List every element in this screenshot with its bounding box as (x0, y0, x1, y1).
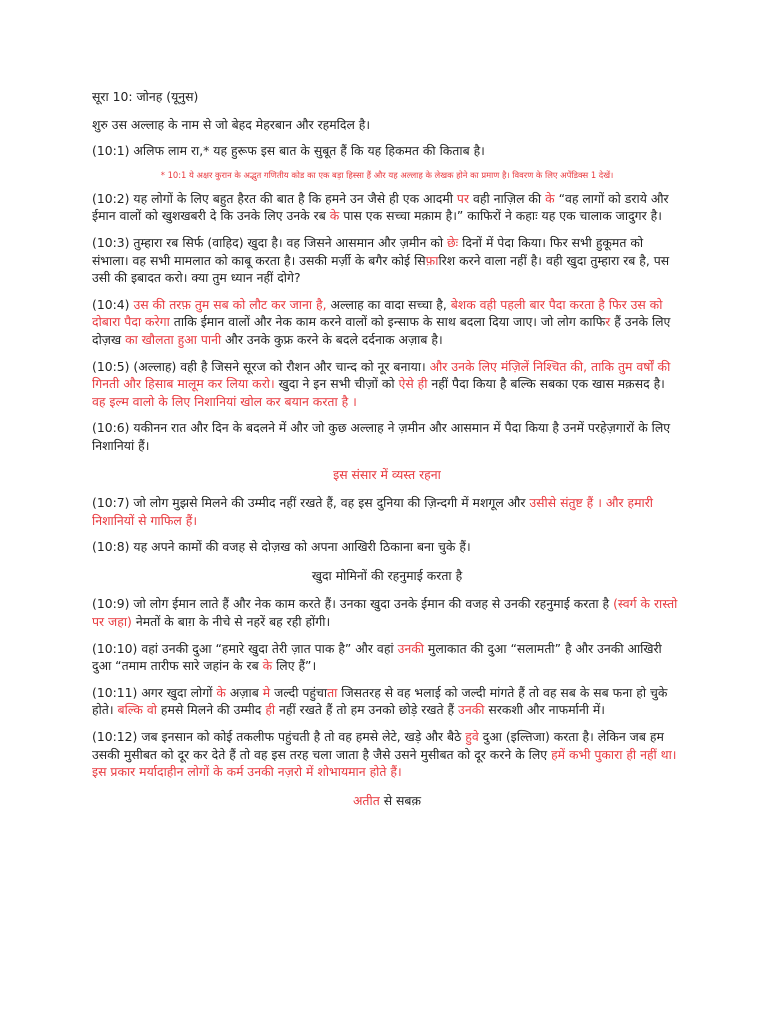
body-text: ताकि ईमान वालों और नेक काम करने वालों को इन्साफ के साथ बदला दिया जाए। जो लोग काफि (169, 314, 606, 330)
body-text: (10:5) (अल्लाह) वही है जिसने सूरज को रौशन और चान्द को नूर बनाया। (92, 358, 430, 374)
highlighted-text: बल्कि वो (117, 702, 157, 718)
highlighted-text: उनकी (458, 702, 485, 718)
body-text: लिए हैं”। (272, 658, 317, 674)
body-text: रिश करने वाला नहीं है। वही खुदा तुम्हारा रब है, पस उसी की इबादत करो। क्या तुम ध्यान नहीं दोगे? (92, 252, 670, 286)
verse-10-8 (92, 538, 682, 556)
highlighted-text: के (545, 190, 555, 206)
body-text: सरकशी और नाफर्मानी में। (484, 702, 605, 718)
body-text: जल्दी पहुंचा (270, 684, 328, 700)
verse-10-11 (92, 684, 682, 719)
highlighted-text: ता (327, 684, 338, 700)
intro-line: शुरु उस अल्लाह के नाम से जो बेहद मेहरबान और रहमदिल है। (92, 116, 371, 132)
highlighted-text: ही (265, 702, 276, 718)
body-text: (10:3) तुम्हारा रब सिर्फ (वाहिद) खुदा है। वह जिसने आसमान और ज़मीन को (92, 234, 447, 250)
body-text: दिनों में पेदा किया। फिर सभी हुकूमत को संभाला। वह सभी मामलात को काबू करता है। उसकी मर्ज़ी के बगैर कोई सि (92, 234, 644, 268)
body-text: नेमतों के बाग़ के नीचे से नहरें बह रही होंगी। (131, 614, 331, 630)
body-text: दुआ (इल्तिजा) करता है। लेकिन जब हम उसकी मुसीबत को दूर कर देते हैं तो वह इस तरह चला जाता है जैसे उसने मुसीबत को दूर करने के लिए (92, 729, 664, 762)
footnote-10-1 (92, 169, 682, 181)
body-text: (10:6) यकीनन रात और दिन के बदलने में और जो कुछ अल्लाह ने ज़मीन और आसमान में पैदा किया है उनमें परहेज़गारों के लिए निशानियां हैं। (92, 420, 671, 453)
highlighted-text: उसीसे संतुष्ट हैं । और हमारी निशानियों से गाफिल हैं। (92, 495, 653, 528)
highlighted-text: मे (262, 684, 271, 700)
body-text: हमसे मिलने की उम्मीद (156, 702, 266, 718)
body-text: खुदा ने इन सभी चीज़ों को (274, 376, 399, 392)
body-text: नहीं पैदा किया है बल्कि सबका एक खास मक़सद है। (427, 376, 665, 392)
highlighted-text: * 10:1 ये अक्षर कुरान के अद्भुत गणितीय कोड का एक बड़ा हिस्सा हैं और यह अल्लाह के लेखक होने का प्रमाण है। विवरण के लिए अपेंडिक्स 1 देखें। (160, 169, 614, 180)
body-text: (10:2) यह लोगों के लिए बहुत हैरत की बात है कि हमने उन जैसे ही एक आदमी (92, 190, 457, 206)
body-text: वही नाज़िल की (469, 190, 546, 206)
highlighted-text: का खौलता हुआ पानी (125, 331, 222, 347)
body-text: मुलाकात की दुआ “सलामती” है और उनकी आखिरी दुआ “तमाम तारीफ सारे जहांन के रब (92, 640, 662, 674)
body-text: खुदा मोमिनों की रहनुमाई करता है (311, 567, 463, 583)
highlighted-text: हुवे (465, 729, 479, 745)
body-text: अल्लाह का वादा सच्चा है, (326, 296, 451, 312)
highlighted-text: के (329, 208, 340, 224)
body-text: हैं उनके लिए दोज़ख (92, 314, 671, 347)
highlighted-text: हमें कभी पुकारा ही नहीं था। इस प्रकार मर्यादाहीन लोगों के कर्म उनकी नज़रो में शोभायमान होते हैं। (92, 746, 677, 780)
section-heading-lessons-from-past (92, 792, 682, 810)
body-text: पास एक सच्चा मक़ाम है।” काफिरों ने कहाः यह एक चालाक जादुगर है। (339, 208, 662, 224)
highlighted-text: इस संसार में व्यस्त रहना (333, 466, 441, 482)
highlighted-text: पर (456, 190, 470, 206)
verse-10-2 (92, 190, 682, 225)
highlighted-text: (स्वर्ग के रास्तो पर जहा) (92, 596, 678, 630)
body-text: और उनके कुफ्र करने के बदले दर्दनाक अज़ाब है। (221, 331, 443, 347)
highlighted-text: के (216, 684, 226, 700)
highlighted-text: वह इल्म वालो के लिए निशानियां खोल कर बयान करता है । (92, 393, 357, 409)
verse-10-1 (92, 142, 682, 160)
verses-container (92, 142, 682, 809)
body-text: (10:12) जब इनसान को कोई तकलीफ पहुंचती है तो वह हमसे लेटे, खड़े और बैठे (92, 729, 466, 745)
highlighted-text: र (605, 314, 611, 330)
body-text: (10:1) अलिफ लाम रा,* यह हुरूफ इस बात के सुबूत हैं कि यह हिकमत की किताब है। (92, 143, 485, 159)
body-text: (10:8) यह अपने कामों की वजह से दोज़ख को अपना आखिरी ठिकाना बना चुके हैं। (92, 539, 471, 555)
section-heading-worldly-life (92, 466, 682, 484)
verse-10-9 (92, 595, 682, 630)
highlighted-text: अतीत (352, 792, 380, 808)
verse-10-6 (92, 419, 682, 454)
verse-10-5 (92, 358, 682, 411)
body-text: नहीं रखते हैं तो हम उनको छोड़े रखते हैं (275, 702, 459, 718)
highlighted-text: और उनके लिए मंज़िलें निश्चित की, ताकि तुम वर्षों की गिनती और हिसाब मालूम कर लिया करो। (92, 358, 671, 392)
highlighted-text: के (262, 658, 273, 674)
verse-10-10 (92, 640, 682, 675)
verse-10-7 (92, 494, 682, 529)
highlighted-text: उस की तरफ़ तुम सब को लौट कर जाना है, (133, 296, 327, 312)
body-text: से सबक़ (379, 792, 422, 808)
highlighted-text: छेः (447, 234, 459, 250)
highlighted-text: उनकी (397, 640, 424, 656)
highlighted-text: ऐसे ही (398, 376, 428, 392)
document-title: सूरा 10: जोनह (यूनुस) (92, 89, 199, 104)
highlighted-text: फ़ा (425, 252, 439, 268)
body-text: “वह लागों को डराये और ईमान वालों को खुशखबरी दे कि उनके लिए उनके रब (92, 190, 669, 224)
body-text: (10:4) (92, 296, 134, 312)
verse-10-3 (92, 234, 682, 287)
verse-10-12 (92, 728, 682, 781)
body-text: अज़ाब (225, 684, 263, 700)
body-text: जिसतरह से वह भलाई को जल्दी मांगते हैं तो वह सब के सब फना हो चुके होते। (92, 684, 668, 718)
section-heading-guidance (92, 567, 682, 585)
verse-10-4 (92, 296, 682, 349)
highlighted-text: बेशक वही पहली बार पैदा करता है फिर उस को दोबारा पैदा करेगा (92, 296, 663, 330)
body-text: (10:11) अगर खुदा लोगों (92, 684, 217, 700)
body-text: (10:7) जो लोग मुझसे मिलने की उम्मीद नहीं रखते हैं, वह इस दुनिया की ज़िन्दगी में मशगूल और (92, 495, 530, 511)
body-text: (10:10) वहां उनकी दुआ “हमारे खुदा तेरी ज़ात पाक है” और वहां (92, 640, 398, 656)
body-text: (10:9) जो लोग ईमान लाते हैं और नेक काम करते हैं। उनका खुदा उनके ईमान की वजह से उनकी रहनुमाई करता है (92, 596, 614, 612)
